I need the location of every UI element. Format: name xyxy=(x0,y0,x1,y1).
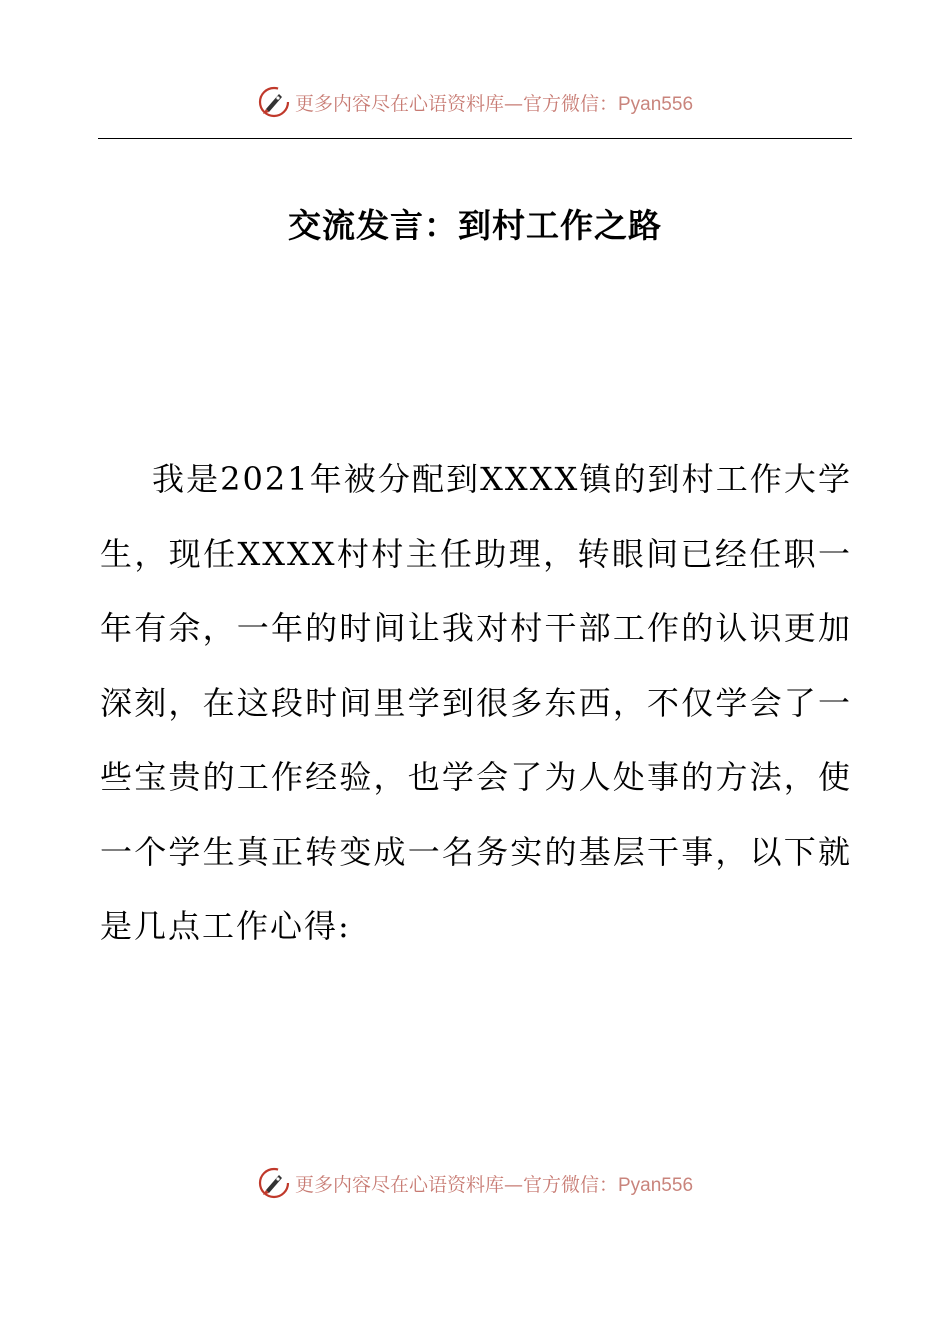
banner-wechat-id: Pyan556 xyxy=(618,1174,694,1196)
document-title: 交流发言：到村工作之路 xyxy=(288,206,662,245)
page-footer-banner xyxy=(0,1163,950,1203)
banner-label: 更多内容尽在心语资料库—官方微信： xyxy=(294,1173,618,1196)
header-divider xyxy=(98,138,852,139)
banner-text xyxy=(295,89,693,116)
banner-label: 更多内容尽在心语资料库—官方微信： xyxy=(294,92,618,115)
fountain-pen-logo-icon xyxy=(257,1166,291,1200)
fountain-pen-logo-icon xyxy=(257,85,291,119)
body-paragraph: 我是2021年被分配到XXXX镇的到村工作大学生，现任XXXX村村主任助理，转眼间已经任职一年有余，一年的时间让我对村干部工作的认识更加深刻，在这段时间里学到很多东西，不仅学会了一些宝贵的工作经验，也学会了为人处事的方法，使一个学生真正转变成一名务实的基层干事，以下就是几点工作心得: xyxy=(100,460,852,945)
page-header-banner xyxy=(0,82,950,122)
banner-text xyxy=(295,1170,693,1197)
banner-wechat-id: Pyan556 xyxy=(618,93,694,115)
